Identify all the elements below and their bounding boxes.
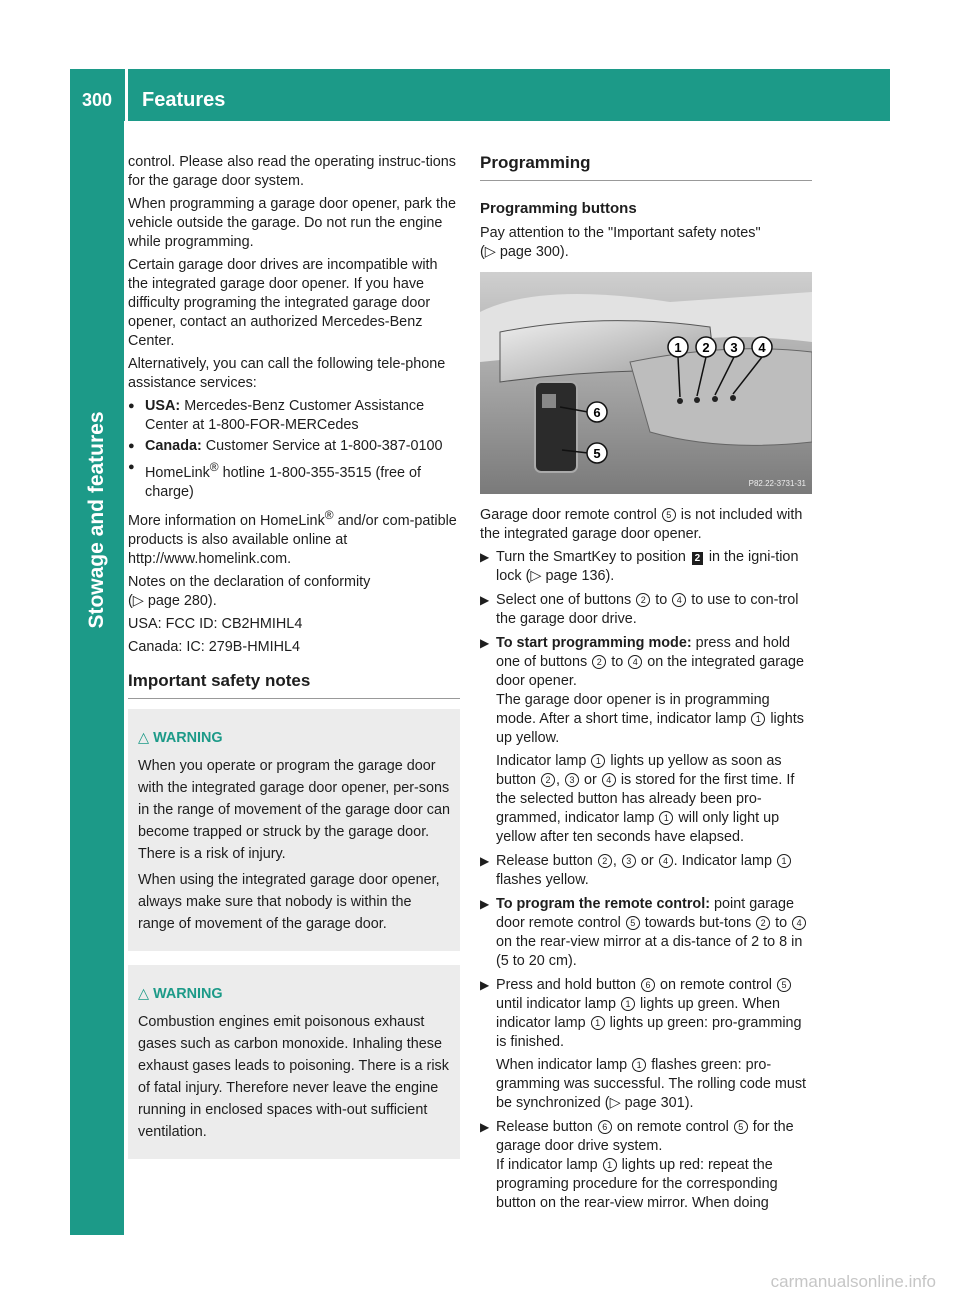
mirror-button: [677, 398, 683, 404]
safety-heading: Important safety notes: [128, 671, 460, 699]
page-number: 300: [81, 90, 113, 110]
instruction-step: [480, 548, 812, 586]
callout-2-icon: 2: [592, 655, 606, 669]
text: flashes yellow.: [496, 872, 589, 888]
chapter-title: Stowage and features: [85, 411, 108, 629]
warning-box: [128, 965, 460, 1159]
more-info-paragraph: [128, 506, 460, 569]
instruction-step: [480, 634, 812, 847]
service-label: Canada:: [145, 438, 202, 454]
page-ref-link[interactable]: page 300).: [499, 244, 569, 260]
list-item: [128, 397, 460, 435]
text: Indicator lamp: [496, 753, 587, 769]
bullet-icon: ●: [128, 400, 135, 412]
text: If indicator lamp: [496, 1157, 598, 1173]
text: Garage door remote control: [480, 507, 657, 523]
mirror-button-panel: [630, 349, 812, 446]
instruction-step: [480, 591, 812, 629]
text: on remote control: [660, 977, 772, 993]
callout-5-icon: 5: [626, 916, 640, 930]
page-ref-icon: ▷: [484, 244, 496, 260]
warning-paragraph: Combustion engines emit poisonous exhaust gases such as carbon monoxide. Inhaling these exhaust gases leads to poisoning. There is a risk of fatal injury. Therefore never leave the engine running in enclosed spaces with-out sufficient ventilation.: [138, 1013, 449, 1140]
bullet-icon: ●: [128, 461, 135, 473]
callout-5-icon: 5: [777, 978, 791, 992]
callout-1-icon: 1: [659, 811, 673, 825]
text: flashes green: pro-gramming was successful. The rolling code must be synchronized (: [496, 1057, 807, 1111]
callout-4-icon: 4: [672, 593, 686, 607]
attention-text: Pay attention to the "Important safety notes": [480, 225, 761, 241]
callout-5-icon: 5: [662, 508, 676, 522]
callout-3-icon: 3: [565, 773, 579, 787]
instruction-step: [480, 1118, 812, 1213]
attention-paragraph: Pay attention to the "Important safety notes" (▷ page 300).: [480, 225, 761, 260]
text: Release button: [496, 1119, 593, 1135]
arrow-icon: ▶: [480, 897, 490, 911]
callout-2-icon: 2: [756, 916, 770, 930]
mirror-button: [730, 395, 736, 401]
homelink-text: hotline 1-800-355-3515 (free of charge): [145, 464, 422, 500]
text: to use to con-trol the garage door drive.: [496, 592, 799, 627]
text: press and hold one of buttons: [496, 635, 791, 670]
callout-2-icon: 2: [636, 593, 650, 607]
intro-paragraph: Alternatively, you can call the following tele-phone assistance services:: [128, 356, 446, 391]
text: Press and hold button: [496, 977, 637, 993]
arrow-icon: ▶: [480, 1120, 490, 1134]
header-divider: [125, 69, 128, 121]
instruction-step: [480, 895, 812, 971]
list-item: [128, 437, 460, 456]
callout-label-4: 4: [758, 340, 766, 355]
notes-paragraph: Notes on the declaration of conformity (▷ page 280).: [128, 573, 371, 609]
text: lights up green. When indicator lamp: [496, 996, 780, 1031]
step-detail: Indicator lamp 1 lights up yellow as soon as button 2 , 3 or 4 is stored for the first time. If the selected button has already been pro-grammed, indicator lamp 1 will only light up yellow after ten seconds have elapsed.: [496, 753, 795, 845]
text: until indicator lamp: [496, 996, 616, 1012]
arrow-icon: ▶: [480, 636, 490, 650]
notes-text: Notes on the declaration of conformity: [128, 573, 371, 590]
left-column: [128, 153, 460, 1173]
text: to: [655, 592, 668, 608]
text: on the rear-view mirror at a dis-tance of 2 to 8 in (5 to 20 cm).: [496, 934, 803, 969]
remote-button: [542, 394, 556, 408]
text: is stored for the first time. If the selected button has already been pro-grammed, indicator lamp: [496, 772, 795, 826]
fcc-canada: Canada: IC: 279B-HMIHL4: [128, 638, 300, 655]
callout-1-icon: 1: [591, 754, 605, 768]
warning-title: [138, 727, 450, 749]
instruction-step: ▶ Release button 2 , 3 or 4 . Indicator lamp 1 flashes yellow.: [480, 852, 812, 890]
text: Turn the SmartKey to position: [496, 549, 686, 565]
registered-mark: ®: [324, 507, 334, 522]
step-label: To start programming mode:: [496, 635, 692, 651]
text: towards but-tons: [644, 915, 752, 931]
text: for the garage door drive system.: [496, 1119, 794, 1154]
text: on the integrated garage door opener.: [496, 654, 805, 689]
callout-4-icon: 4: [792, 916, 806, 930]
mirror-button: [694, 397, 700, 403]
callout-1-icon: 1: [632, 1058, 646, 1072]
warning-label: WARNING: [153, 729, 223, 746]
service-text: Mercedes-Benz Customer Assistance Center at 1-800-FOR-MERCedes: [145, 398, 425, 433]
text: The garage door opener is in programming mode. After a short time, indicator lamp: [496, 692, 770, 727]
mirror-buttons-illustration: [480, 272, 812, 494]
text: Release button: [496, 853, 593, 869]
page-ref-link[interactable]: page 301).: [624, 1095, 694, 1111]
arrow-icon: ▶: [480, 550, 490, 564]
text: will only light up yellow after ten seconds have elapsed.: [496, 810, 780, 845]
callout-5-icon: 5: [734, 1120, 748, 1134]
page-ref-link[interactable]: page 280).: [147, 592, 217, 609]
text: lights up red: repeat the programing procedure for the corresponding button on the rear-view mirror. When doing: [496, 1157, 778, 1211]
remote-note: [480, 506, 812, 544]
text: point garage door remote control: [496, 896, 795, 931]
homelink-name: HomeLink: [145, 464, 210, 481]
text: . Indicator lamp: [673, 853, 772, 869]
text: lights up green: pro-gramming is finished.: [496, 1015, 802, 1050]
programming-buttons-heading: Programming buttons: [480, 200, 637, 217]
arrow-icon: ▶: [480, 593, 490, 607]
callout-label-3: 3: [730, 340, 738, 355]
arrow-icon: ▶: [480, 978, 490, 992]
intro-paragraph: control. Please also read the operating instruc-tions for the garage door system.: [128, 154, 456, 189]
callout-1-icon: 1: [603, 1158, 617, 1172]
text: to: [611, 654, 624, 670]
warning-title: [138, 983, 450, 1005]
image-code: P82.22-3731-31: [748, 479, 806, 488]
callout-label-1: 1: [674, 340, 682, 355]
programming-heading: Programming: [480, 153, 812, 181]
page-ref-link[interactable]: page 136).: [545, 568, 615, 584]
side-chapter-band: [70, 121, 124, 1235]
callout-label-2: 2: [702, 340, 710, 355]
fcc-usa: USA: FCC ID: CB2HMIHL4: [128, 615, 303, 632]
callout-4-icon: 4: [659, 854, 673, 868]
callout-2-icon: 2: [541, 773, 555, 787]
warning-paragraph: When you operate or program the garage door with the integrated garage door opener, per-sons in the range of movement of the garage door can become trapped or struck by the garage door. There is a risk of injury.: [138, 757, 450, 862]
text: in the igni-tion lock (: [496, 549, 799, 584]
page-ref-icon: ▷: [132, 592, 144, 609]
callout-1-icon: 1: [621, 997, 635, 1011]
instruction-step: [480, 976, 812, 1113]
text: or: [584, 772, 597, 788]
callout-2-icon: 2: [598, 854, 612, 868]
arrow-icon: ▶: [480, 854, 490, 868]
text: on remote control: [616, 1119, 729, 1135]
callout-4-icon: 4: [628, 655, 642, 669]
service-text: Customer Service at 1-800-387-0100: [205, 438, 443, 454]
callout-1-icon: 1: [591, 1016, 605, 1030]
page-ref-icon: ▷: [609, 1095, 621, 1111]
right-column: [480, 153, 812, 1218]
callout-1-icon: 1: [777, 854, 791, 868]
text: or: [640, 853, 654, 869]
watermark: carmanualsonline.info: [770, 1272, 936, 1291]
callout-3-icon: 3: [622, 854, 636, 868]
mirror-button: [712, 396, 718, 402]
warning-label: WARNING: [153, 985, 223, 1002]
callout-4-icon: 4: [602, 773, 616, 787]
text: lights up yellow.: [496, 711, 804, 746]
bullet-icon: ●: [128, 440, 135, 452]
step-detail: [496, 1056, 812, 1113]
text: to: [775, 915, 788, 931]
warning-paragraph: When using the integrated garage door opener, always make sure that nobody is within the range of movement of the garage door.: [138, 871, 440, 932]
intro-paragraph: When programming a garage door opener, park the vehicle outside the garage. Do not run the engine while programming.: [128, 196, 456, 250]
warning-icon: △: [138, 729, 150, 746]
more-info-text: More information on HomeLink: [128, 512, 325, 529]
callout-1-icon: 1: [751, 712, 765, 726]
page-ref-icon: ▷: [530, 568, 542, 584]
step-label: To program the remote control:: [496, 896, 711, 912]
key-position-icon: 2: [692, 552, 703, 565]
callout-6-icon: 6: [641, 978, 655, 992]
callout-label-6: 6: [593, 405, 601, 420]
text: lights up yellow as soon as button: [496, 753, 782, 788]
text: Select one of buttons: [496, 592, 632, 608]
list-item: [128, 458, 460, 502]
text: is not included with the integrated garage door opener.: [480, 507, 803, 542]
registered-mark: ®: [209, 460, 219, 474]
warning-icon: △: [138, 985, 150, 1002]
callout-label-5: 5: [593, 446, 601, 461]
text: When indicator lamp: [496, 1057, 628, 1073]
service-label: USA:: [145, 398, 181, 414]
intro-paragraph: Certain garage door drives are incompatible with the integrated garage door opener. If you have difficulty programing the integrated garage door opener, contact an authorized Mercedes-Benz Center.: [128, 257, 438, 349]
callout-6-icon: 6: [598, 1120, 612, 1134]
section-title: Features: [142, 89, 226, 111]
more-info-text: and/or com-patible products is also available online at http://www.homelink.com.: [128, 512, 457, 567]
warning-box: [128, 709, 460, 951]
